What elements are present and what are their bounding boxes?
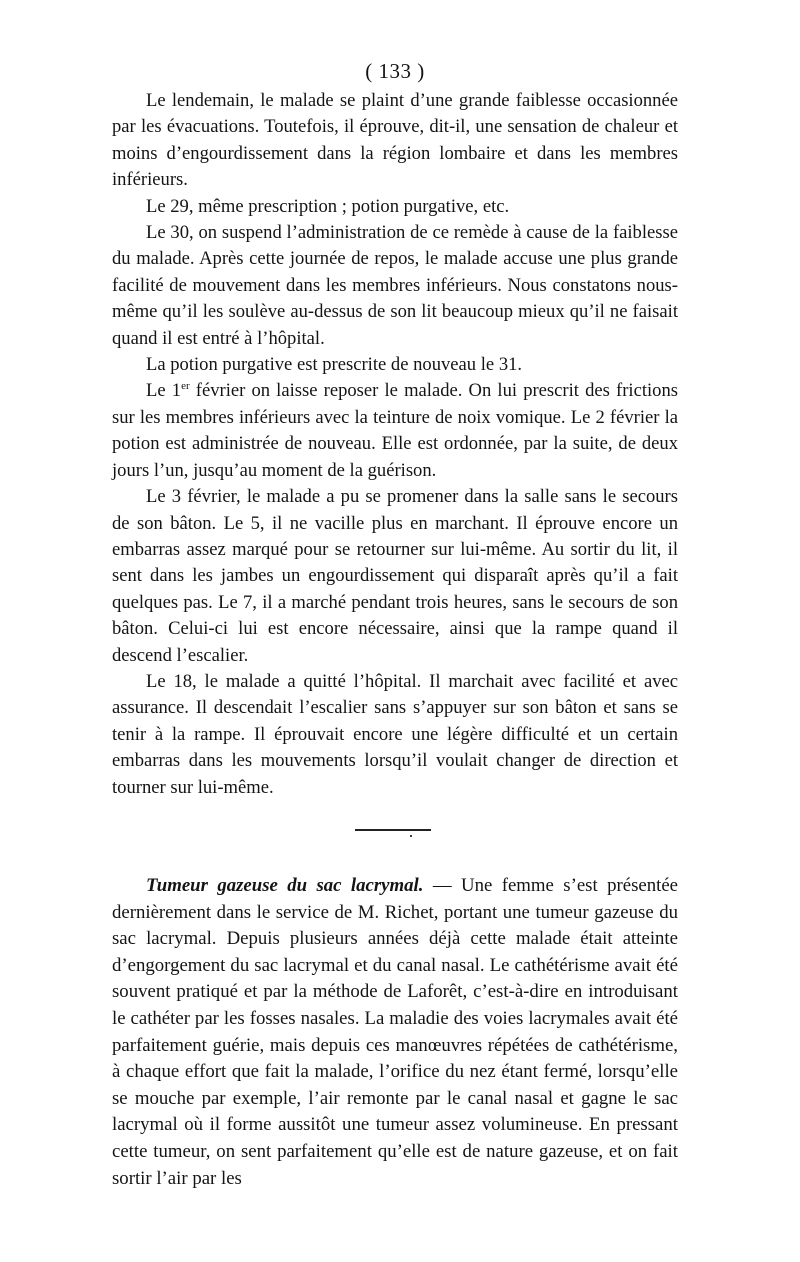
paragraph-3-fevrier: Le 3 février, le malade a pu se promener dans la salle sans le secours de son bâton. Le 5, il ne vacille plus en marchant. Il éprouve encore un embarras assez marqué pour se retourner sur lui-même. Au sortir du lit, il sent dans les jambes un engourdissement qui disparaît après qu’il a fait quelques pas. Le 7, il a marché pendant trois heures, sans le secours de son bâton. Celui-ci lui est encore nécessaire, ainsi que la rampe quand il descend l’escalier. xyxy=(112,486,678,666)
paragraph-18: Le 18, le malade a quitté l’hôpital. Il marchait avec facilité et avec assurance. Il descendait l’escalier sans s’appuyer sur son bâton et sans se tenir à la rampe. Il éprouvait encore une légère difficulté et un certain embarras dans les mouvements lorsqu’il voulait changer de direction et tourner sur lui-même. xyxy=(112,670,678,798)
section-title: Tumeur gazeuse du sac lacrymal. xyxy=(146,874,424,896)
paragraph-30: Le 30, on suspend l’administration de ce remède à cause de la faiblesse du malade. Après cette journée de repos, le malade accuse une plus grande facilité de mouvement dans les membres inférieurs. Nous constatons nous-même qu’il les soulève au-dessus de son lit beaucoup mieux qu’il ne faisait quand il est entré à l’hôpital. xyxy=(112,222,678,349)
paragraph-29: Le 29, même prescription ; potion purgative, etc. xyxy=(146,195,510,217)
paragraph-1er-rest: février on laisse reposer le malade. On lui prescrit des frictions sur les membres inférieurs avec la teinture de noix vomique. Le 2 février la potion est administrée de nouveau. Elle est ordonnée, par la suite, de deux jours l’un, jusqu’au moment de la guérison. xyxy=(112,380,678,481)
paragraph-lendemain: Le lendemain, le malade se plaint d’une grande faiblesse occasionnée par les évacuations. Toutefois, il éprouve, dit-il, une sensation de chaleur et moins d’engourdissement dans la région lombaire et dans les membres inférieurs. xyxy=(112,90,678,191)
book-page xyxy=(112,56,678,1192)
ordinal-superscript: er xyxy=(181,380,190,393)
section-divider xyxy=(112,801,678,873)
paragraph-1er-fevrier xyxy=(112,378,678,484)
divider-mark xyxy=(410,835,412,837)
paragraph-1er-prefix: Le 1 xyxy=(146,380,182,402)
divider-rule xyxy=(355,829,431,831)
paragraph-tumeur-gazeuse xyxy=(112,873,678,1192)
section-body: — Une femme s’est présentée dernièrement dans le service de M. Richet, portant une tumeur gazeuse du sac lacrymal. Depuis plusieurs années déjà cette malade était atteinte d’engorgement du sac lacrymal et du canal nasal. Le cathétérisme avait été souvent pratiqué et par la méthode de Laforêt, c’est-à-dire en introduisant le cathéter par les fosses nasales. La maladie des voies lacrymales avait été parfaitement guérie, mais depuis ces manœuvres répétées de cathétérisme, à chaque effort que fait la malade, l’orifice du nez étant fermé, lorsqu’elle se mouche par exemple, l’air remonte par le canal nasal et gagne le sac lacrymal où il forme aussitôt une tumeur assez volumineuse. En pressant cette tumeur, on sent parfaitement qu’elle est de nature gazeuse, et on fait sortir l’air par les xyxy=(112,874,679,1189)
page-number: ( 133 ) xyxy=(365,59,425,83)
paragraph-potion-31: La potion purgative est prescrite de nouveau le 31. xyxy=(146,354,523,376)
